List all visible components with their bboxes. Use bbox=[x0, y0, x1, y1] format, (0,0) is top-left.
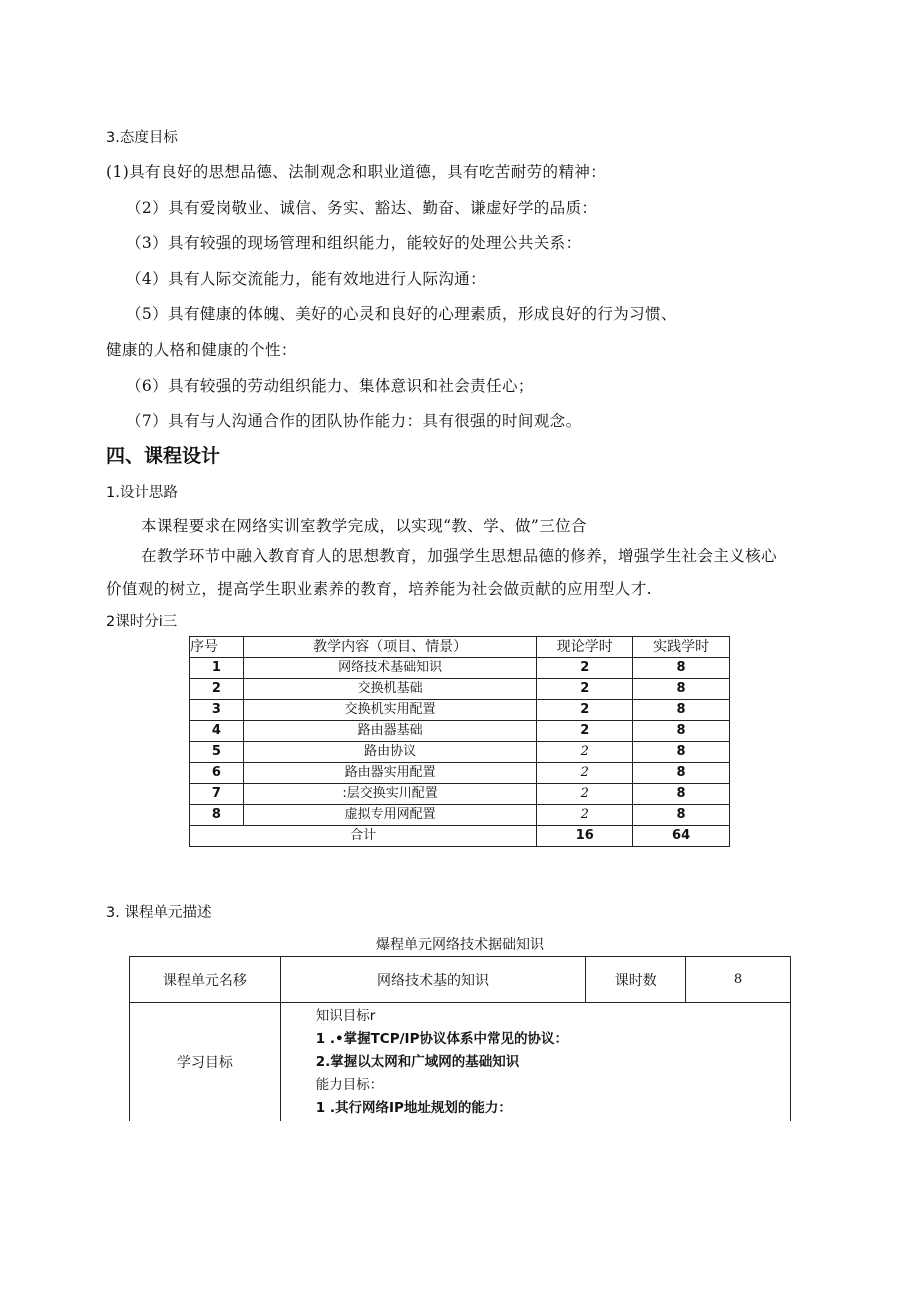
table-row bbox=[190, 721, 730, 742]
row-content: 交换机实用配置 bbox=[243, 700, 536, 721]
goal-label: 学习目标 bbox=[130, 1003, 281, 1122]
attitude-item: （7）具有与人沟通合作的团队协作能力：具有很强的时间观念。 bbox=[126, 412, 582, 430]
unit-caption: 爆程单元网络技术据础知识 bbox=[376, 937, 544, 953]
row-practice: 8 bbox=[633, 763, 730, 784]
unit-name-label: 课程单元名移 bbox=[130, 957, 281, 1003]
attitude-item: （6）具有较强的劳动组织能力、集体意识和社会责任心； bbox=[126, 377, 534, 395]
row-number: 4 bbox=[190, 721, 244, 742]
design-paragraph: 价值观的树立，提高学生职业素养的教育，培养能为社会做贡献的应用型人才. bbox=[106, 580, 652, 598]
column-header: 实践学时 bbox=[633, 637, 730, 658]
row-number: 7 bbox=[190, 784, 244, 805]
row-practice: 8 bbox=[633, 721, 730, 742]
table-row bbox=[190, 658, 730, 679]
row-content: 交换机基础 bbox=[243, 679, 536, 700]
attitude-heading: 3.态度目标 bbox=[106, 130, 178, 146]
attitude-item: 健康的人格和健康的个性： bbox=[106, 341, 297, 359]
row-content: 路由器实用配置 bbox=[243, 763, 536, 784]
unit-name-value: 网络技术基的知识 bbox=[280, 957, 586, 1003]
row-theory: 2 bbox=[537, 784, 633, 805]
hours-table bbox=[189, 636, 730, 847]
attitude-item: （2）具有爱岗敬业、诚信、务实、豁达、勤奋、谦虚好学的品质： bbox=[126, 199, 598, 217]
goal-line: 2.掌握以太网和广域网的基础知识 bbox=[315, 1054, 520, 1070]
unit-hours-label: 课时数 bbox=[586, 957, 686, 1003]
attitude-item: （4）具有人际交流能力，能有效地进行人际沟通： bbox=[126, 270, 487, 288]
section-heading: 四、课程设计 bbox=[106, 445, 221, 467]
table-row bbox=[190, 700, 730, 721]
row-number: 5 bbox=[190, 742, 244, 763]
row-theory: 2 bbox=[537, 658, 633, 679]
unit-table bbox=[129, 956, 791, 1121]
row-content: 路由协议 bbox=[243, 742, 536, 763]
row-number: 8 bbox=[190, 805, 244, 826]
row-theory: 2 bbox=[537, 742, 633, 763]
row-number: 6 bbox=[190, 763, 244, 784]
attitude-item: (1)具有良好的思想品德、法制观念和职业道德，具有吃苦耐劳的精神： bbox=[106, 163, 607, 181]
total-theory: 16 bbox=[537, 826, 633, 847]
row-theory: 2 bbox=[537, 763, 633, 784]
row-theory: 2 bbox=[537, 805, 633, 826]
attitude-item: （3）具有较强的现场管理和组织能力，能较好的处理公共关系： bbox=[126, 234, 582, 252]
goal-line: 知识目标r bbox=[315, 1008, 376, 1024]
table-row bbox=[190, 784, 730, 805]
design-paragraph: 本课程要求在网络实训室教学完成，以实现“教、学、做”三位合 bbox=[141, 517, 587, 535]
hours-heading: 2课时分i三 bbox=[106, 614, 178, 630]
row-practice: 8 bbox=[633, 658, 730, 679]
row-theory: 2 bbox=[537, 679, 633, 700]
row-number: 3 bbox=[190, 700, 244, 721]
row-content: :层交换实川配置 bbox=[243, 784, 536, 805]
row-practice: 8 bbox=[633, 805, 730, 826]
table-header-row bbox=[190, 637, 730, 658]
design-heading: 1.设计思路 bbox=[106, 485, 178, 501]
row-practice: 8 bbox=[633, 784, 730, 805]
row-practice: 8 bbox=[633, 742, 730, 763]
units-heading: 3. 课程单元描述 bbox=[106, 905, 212, 921]
attitude-item: （5）具有健康的体魄、美好的心灵和良好的心理素质，形成良好的行为习惯、 bbox=[126, 305, 677, 323]
unit-name-row bbox=[130, 957, 791, 1003]
row-content: 网络技术基础知识 bbox=[243, 658, 536, 679]
row-theory: 2 bbox=[537, 721, 633, 742]
row-practice: 8 bbox=[633, 700, 730, 721]
total-label: 合计 bbox=[190, 826, 537, 847]
goal-line: 能力目标： bbox=[315, 1077, 384, 1093]
table-row bbox=[190, 805, 730, 826]
total-practice: 64 bbox=[633, 826, 730, 847]
unit-goal-row bbox=[130, 1003, 791, 1122]
goal-line: 1 .•掌握TCP/IP协议体系中常见的协议： bbox=[315, 1031, 568, 1047]
row-content: 虚拟专用网配置 bbox=[243, 805, 536, 826]
row-number: 2 bbox=[190, 679, 244, 700]
column-header: 教学内容（项目、情景） bbox=[243, 637, 536, 658]
row-theory: 2 bbox=[537, 700, 633, 721]
table-total-row bbox=[190, 826, 730, 847]
table-row bbox=[190, 742, 730, 763]
table-row bbox=[190, 679, 730, 700]
row-content: 路由器基础 bbox=[243, 721, 536, 742]
goal-line: 1 .其行网络IP地址规划的能力： bbox=[315, 1100, 512, 1116]
design-paragraph: 在教学环节中融入教育育人的思想教育，加强学生思想品德的修养，增强学生社会主义核心 bbox=[141, 547, 778, 565]
unit-hours-value: 8 bbox=[686, 957, 791, 1003]
column-header: 现论学时 bbox=[537, 637, 633, 658]
row-practice: 8 bbox=[633, 679, 730, 700]
row-number: 1 bbox=[190, 658, 244, 679]
goal-content bbox=[280, 1003, 790, 1122]
column-header: 序号 bbox=[190, 637, 244, 658]
table-row bbox=[190, 763, 730, 784]
